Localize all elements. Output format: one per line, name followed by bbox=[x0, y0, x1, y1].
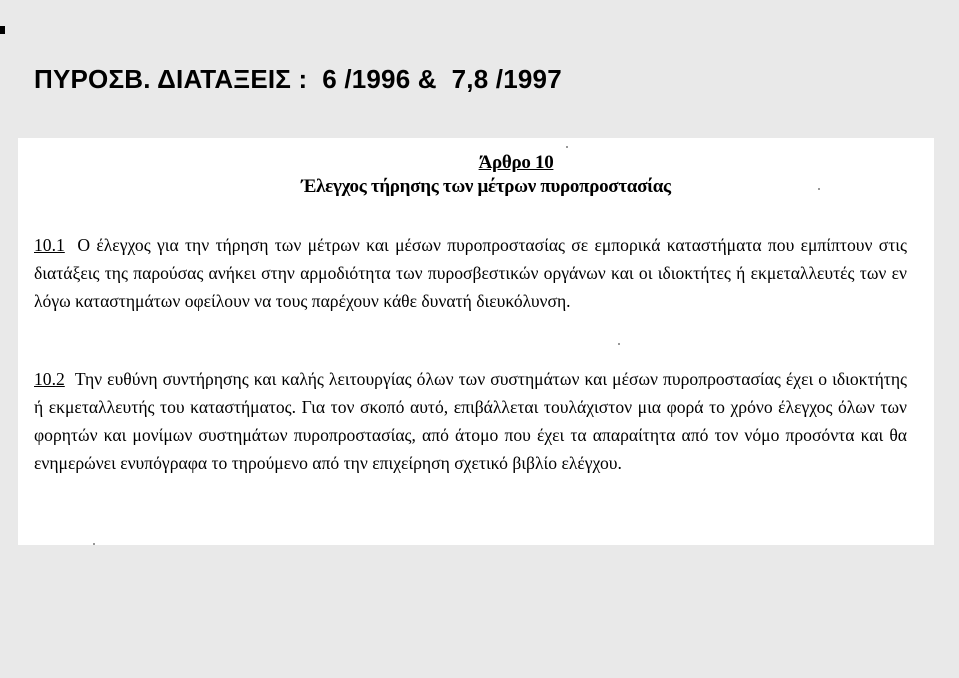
slide-title: ΠΥΡΟΣΒ. ΔΙΑΤΑΞΕΙΣ : 6 /1996 & 7,8 /1997 bbox=[34, 64, 562, 94]
scanned-document bbox=[18, 138, 934, 545]
paragraph-number: 10.1 bbox=[34, 235, 65, 255]
scan-speck bbox=[618, 343, 620, 345]
paragraph-10-2 bbox=[34, 365, 907, 477]
paragraph-number: 10.2 bbox=[34, 369, 65, 389]
corner-mark bbox=[0, 26, 5, 34]
paragraph-text: Την ευθύνη συντήρησης και καλής λειτουργίας όλων των συστημάτων και μέσων πυροπροστασίας έχει ο ιδιοκτήτης ή εκμεταλλευτής του καταστήματος. Για τον σκοπό αυτό, επιβάλλεται τουλάχιστον μια φορά το χρόνο έλεγχος όλων των φορητών και μονίμων συστημάτων πυροπροστασίας, από άτομο που έχει τα απαραίτητα από τον νόμο προσόντα και θα ενημερώνει ενυπόγραφα το τηρούμενο από την επιχείρηση σχετικό βιβλίο ελέγχου. bbox=[34, 369, 908, 473]
article-subtitle: Έλεγχος τήρησης των μέτρων πυροπροστασίας bbox=[301, 176, 671, 197]
paragraph-text: Ο έλεγχος για την τήρηση των μέτρων και μέσων πυροπροστασίας σε εμπορικά καταστήματα που εμπίπτουν στις διατάξεις της παρούσας ανήκει στην αρμοδιότητα των πυροσβεστικών οργάνων και οι ιδιοκτήτες ή εκμεταλλευτές των εν λόγω καταστημάτων οφείλουν να τους παρέχουν κάθε δυνατή διευκόλυνση. bbox=[34, 235, 907, 311]
paragraph-10-1 bbox=[34, 231, 907, 315]
scan-speck bbox=[566, 146, 568, 148]
scan-speck bbox=[93, 543, 95, 545]
article-heading: Άρθρο 10 bbox=[478, 152, 554, 173]
